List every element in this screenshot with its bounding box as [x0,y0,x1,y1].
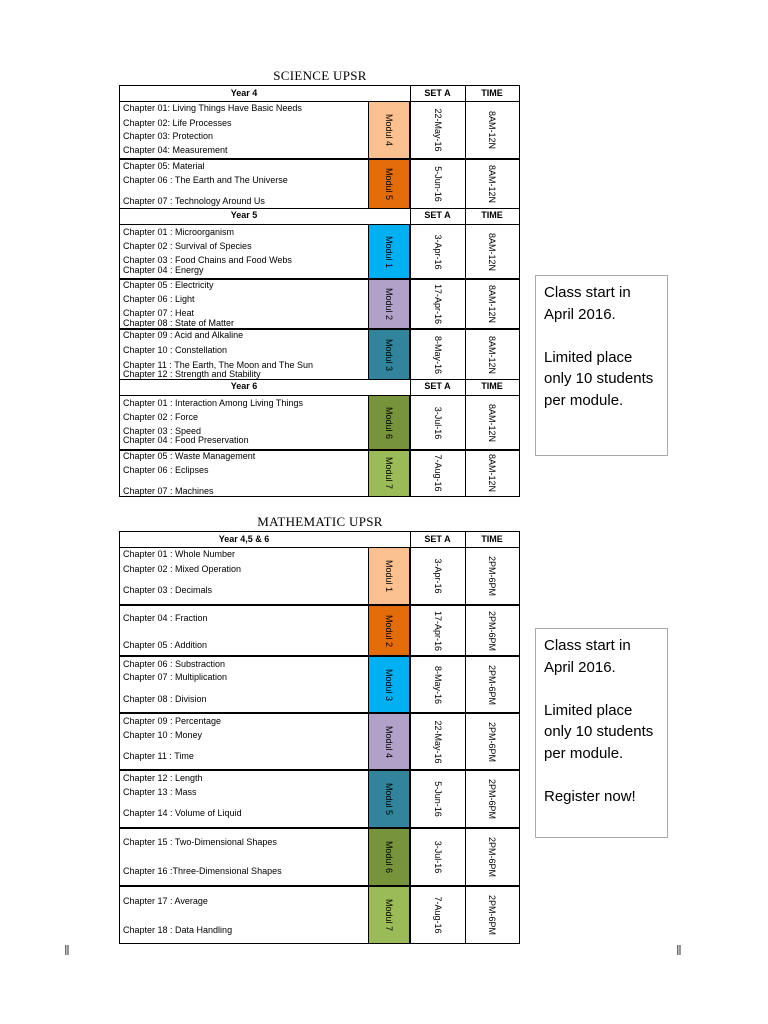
set-a-header: SET A [424,88,451,98]
chapter-item: Chapter 07 : Multiplication [123,672,228,682]
set-a-date: 7-Aug-16 [432,895,443,934]
chapter-item: Chapter 06 : Eclipses [123,465,209,475]
chapter-item: Chapter 04 : Fraction [123,613,208,623]
chapter-item: Chapter 06 : Substraction [123,659,226,669]
science-modul-7-cell [368,450,410,496]
math-modul-1-cell [368,547,410,605]
session-time: 2PM-6PM [487,778,497,820]
page-mark-right: ‖ [676,942,682,958]
modul-label: Modul 1 [384,235,394,269]
science-table [119,85,520,497]
set-a-date: 22-May-16 [432,719,443,764]
class-start-note: Class start in April 2016. [544,637,631,676]
science-modul-2-cell [368,279,410,329]
science-modul-3-cell [368,329,410,380]
chapter-item: Chapter 11 : The Earth, The Moon and The Sun [123,360,313,370]
session-time: 8AM-12N [487,164,497,203]
session-time: 2PM-6PM [487,721,497,762]
chapter-item: Chapter 07 : Machines [123,486,214,496]
modul-label: Modul 7 [384,456,394,490]
session-time: 8AM-12N [487,453,497,493]
chapter-item: Chapter 14 : Volume of Liquid [123,808,242,818]
science-modul-4-cell [368,101,410,159]
science-modul-5-cell [368,159,410,208]
session-time: 2PM-6PM [487,664,497,705]
chapter-item: Chapter 07 : Heat [123,308,195,318]
modul-label: Modul 6 [384,406,394,440]
chapter-item: Chapter 04: Measurement [123,145,228,155]
science-modul-1-cell [368,225,410,279]
class-start-note: Class start in April 2016. [544,284,631,323]
year-5-header: Year 5 [230,210,258,220]
session-time: 8AM-12N [487,403,497,443]
modul-label: Modul 4 [384,113,394,147]
chapter-item: Chapter 01 : Interaction Among Living Things [123,398,303,408]
set-a-date: 3-Jul-16 [432,406,443,440]
chapter-item: Chapter 11 : Time [123,751,194,761]
session-time: 8AM-12N [487,284,497,324]
math-table [119,531,520,944]
chapter-item: Chapter 18 : Data Handling [123,925,233,935]
science-info-box [535,275,668,456]
modul-label: Modul 1 [384,559,394,593]
math-modul-3-cell [368,656,410,713]
year-6-header: Year 6 [230,381,258,391]
modul-label: Modul 3 [384,668,394,701]
page-mark-left: ‖ [64,942,70,958]
chapter-item: Chapter 03 : Food Chains and Food Webs [123,255,292,265]
session-time: 8AM-12N [487,110,497,150]
chapter-item: Chapter 05 : Addition [123,640,208,650]
modul-label: Modul 6 [384,840,394,874]
set-a-date: 3-Jul-16 [432,840,443,874]
chapter-item: Chapter 05 : Waste Management [123,451,256,461]
time-header: TIME [481,210,503,220]
math-info-box [535,628,668,838]
chapter-item: Chapter 02: Life Processes [123,118,232,128]
chapter-item: Chapter 10 : Constellation [123,345,228,355]
set-a-date: 5-Jun-16 [432,781,443,817]
chapter-item: Chapter 02 : Force [123,412,199,422]
chapter-item: Chapter 02 : Mixed Operation [123,564,242,574]
science-modul-6-cell [368,396,410,450]
chapter-item: Chapter 15 : Two-Dimensional Shapes [123,837,277,847]
chapter-item: Chapter 01 : Microorganism [123,227,235,237]
time-header: TIME [481,534,503,544]
session-time: 2PM-6PM [487,555,497,597]
session-time: 2PM-6PM [487,836,497,878]
chapter-item: Chapter 06 : Light [123,294,195,304]
session-time: 2PM-6PM [487,610,497,651]
chapter-item: Chapter 03: Protection [123,131,214,141]
set-a-date: 5-Jun-16 [432,165,443,202]
math-modul-7-cell [368,886,410,943]
set-a-date: 8-May-16 [432,335,443,374]
set-a-header: SET A [424,210,451,220]
chapter-item: Chapter 08 : Division [123,694,207,704]
time-header: TIME [481,381,503,391]
chapter-item: Chapter 03 : Speed [123,426,202,436]
chapter-item: Chapter 12 : Strength and Stability [123,369,261,379]
chapter-item: Chapter 05: Material [123,161,205,171]
chapter-item: Chapter 01: Living Things Have Basic Needs [123,103,302,113]
chapter-item: Chapter 06 : The Earth and The Universe [123,175,288,185]
chapter-item: Chapter 08 : State of Matter [123,318,235,327]
chapter-item: Chapter 09 : Acid and Alkaline [123,330,244,340]
chapter-item: Chapter 12 : Length [123,773,203,783]
chapter-item: Chapter 01 : Whole Number [123,549,236,559]
session-time: 8AM-12N [487,232,497,272]
chapter-item: Chapter 02 : Survival of Species [123,241,252,251]
register-now-note: Register now! [544,787,636,805]
math-modul-2-cell [368,605,410,656]
session-time: 2PM-6PM [487,894,497,935]
set-a-date: 22-May-16 [432,108,443,152]
limited-place-note: Limited place only 10 students per module. [544,701,654,762]
set-a-date: 3-Apr-16 [432,558,443,594]
time-header: TIME [481,88,503,98]
math-modul-5-cell [368,770,410,828]
modul-label: Modul 7 [384,898,394,931]
chapter-item: Chapter 05 : Electricity [123,280,214,290]
session-time: 8AM-12N [487,335,497,374]
math-modul-4-cell [368,713,410,770]
set-a-date: 8-May-16 [432,665,443,704]
set-a-date: 3-Apr-16 [432,234,443,270]
chapter-item: Chapter 03 : Decimals [123,585,213,595]
modul-label: Modul 2 [384,287,394,321]
year-4-header: Year 4 [230,88,258,98]
limited-place-note: Limited place only 10 students per module. [544,348,654,409]
modul-label: Modul 5 [384,167,394,200]
math-title: MATHEMATIC UPSR [257,514,383,529]
modul-label: Modul 4 [384,725,394,758]
chapter-item: Chapter 17 : Average [123,896,208,906]
chapter-item: Chapter 09 : Percentage [123,716,222,726]
chapter-item: Chapter 07 : Technology Around Us [123,196,265,206]
science-title: SCIENCE UPSR [273,68,367,83]
modul-label: Modul 3 [384,338,394,371]
set-a-date: 17-Apr-16 [432,610,443,651]
set-a-date: 7-Aug-16 [432,454,443,492]
chapter-item: Chapter 16 :Three-Dimensional Shapes [123,866,282,876]
set-a-header: SET A [424,534,451,544]
chapter-item: Chapter 13 : Mass [123,787,197,797]
modul-label: Modul 5 [384,782,394,816]
set-a-date: 17-Apr-16 [432,283,443,325]
modul-label: Modul 2 [384,614,394,647]
year-header: Year 4,5 & 6 [218,534,270,544]
chapter-item: Chapter 04 : Energy [123,265,204,275]
chapter-item: Chapter 10 : Money [123,730,203,740]
math-modul-6-cell [368,828,410,886]
set-a-header: SET A [424,381,451,391]
chapter-item: Chapter 04 : Food Preservation [123,435,249,445]
